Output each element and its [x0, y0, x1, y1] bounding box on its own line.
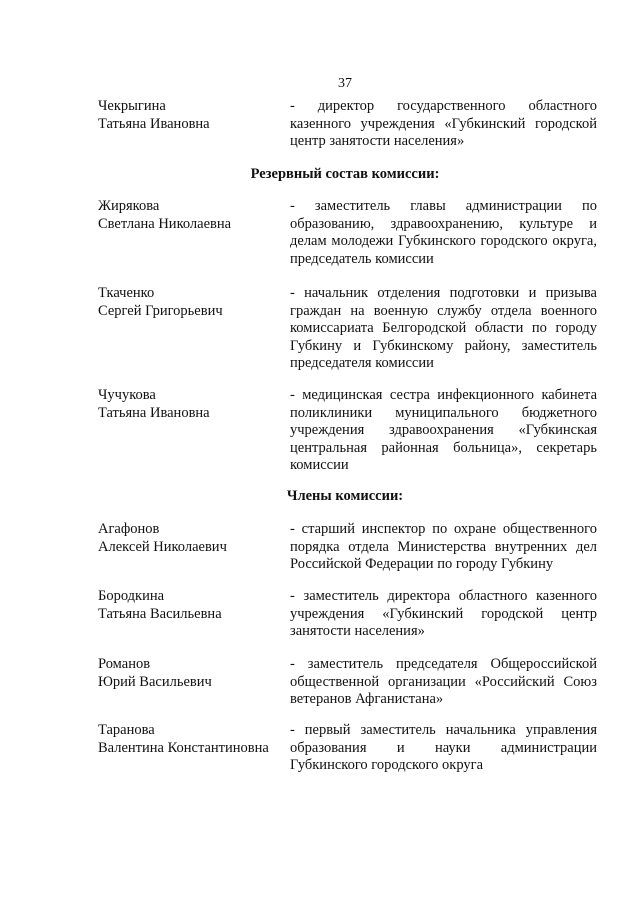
- given-name: Татьяна Васильевна: [98, 605, 222, 622]
- person-role: - медицинская сестра инфекционного кабинета поликлиники муниципального бюджетного учреждения здравоохранения «Губкинская центральная районная больница», секретарь комиссии: [290, 387, 597, 474]
- given-name: Сергей Григорьевич: [98, 302, 223, 319]
- given-name: Светлана Николаевна: [98, 215, 232, 232]
- person-name: [98, 722, 283, 757]
- surname: Романов: [98, 656, 151, 672]
- person-name: [98, 521, 283, 556]
- person-role: - начальник отделения подготовки и призыва граждан на военную службу отдела военного комиссариата Белгородской области по городу Губкину и Губкинскому району, заместитель председателя комиссии: [290, 285, 597, 372]
- page-number: 37: [338, 76, 352, 91]
- person-name: [98, 387, 283, 422]
- person-role: - заместитель директора областного казенного учреждения «Губкинский городской центр занятости населения»: [290, 588, 597, 640]
- section-heading-members: Члены комиссии:: [286, 488, 404, 504]
- given-name: Татьяна Ивановна: [98, 115, 210, 132]
- person-role: - заместитель председателя Общероссийской общественной организации «Российский Союз ветеранов Афганистана»: [290, 656, 597, 708]
- person-role: - заместитель главы администрации по образованию, здравоохранению, культуре и делам молодежи Губкинского городского округа, председатель комиссии: [290, 198, 597, 267]
- person-name: [98, 588, 283, 623]
- person-role: - старший инспектор по охране общественного порядка отдела Министерства внутренних дел Российской Федерации по городу Губкину: [290, 521, 597, 573]
- person-name: [98, 198, 283, 233]
- surname: Таранова: [98, 722, 155, 738]
- surname: Жирякова: [98, 198, 160, 214]
- person-role: - первый заместитель начальника управления образования и науки администрации Губкинского городского округа: [290, 722, 597, 774]
- surname: Чучукова: [98, 387, 156, 403]
- given-name: Юрий Васильевич: [98, 673, 212, 690]
- surname: Агафонов: [98, 521, 160, 537]
- surname: Бородкина: [98, 588, 165, 604]
- given-name: Алексей Николаевич: [98, 538, 227, 555]
- section-heading-reserve: Резервный состав комиссии:: [250, 166, 440, 182]
- given-name: Татьяна Ивановна: [98, 404, 210, 421]
- person-name: [98, 285, 283, 320]
- surname: Чекрыгина: [98, 98, 166, 114]
- person-role: - директор государственного областного казенного учреждения «Губкинский городской центр занятости населения»: [290, 98, 597, 150]
- given-name: Валентина Константиновна: [98, 739, 269, 756]
- person-name: [98, 98, 283, 133]
- person-name: [98, 656, 283, 691]
- surname: Ткаченко: [98, 285, 155, 301]
